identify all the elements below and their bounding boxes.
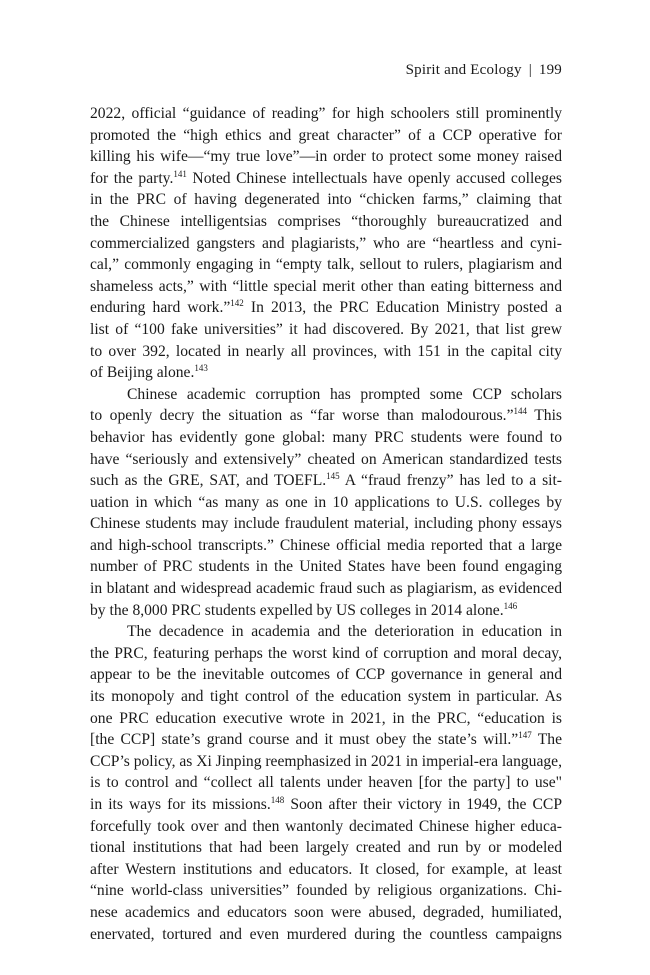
text-line <box>90 772 562 794</box>
running-header <box>406 62 562 79</box>
line-text: such as the GRE, SAT, and TOEFL. <box>90 472 327 490</box>
text-line <box>90 837 562 859</box>
line-text: its monopoly and tight control of the education system in particular. As <box>90 688 562 706</box>
text-line <box>90 880 562 902</box>
line-text: of Beijing alone. <box>90 364 195 382</box>
line-text: in the PRC of having degenerated into “chicken farms,” claiming that <box>90 191 562 209</box>
text-line <box>90 902 562 924</box>
line-text: Chinese academic corruption has prompted some CCP scholars <box>127 385 562 403</box>
line-text: number of PRC students in the United States have been found engaging <box>90 558 562 576</box>
line-text: behavior has evidently gone global: many PRC students were found to <box>90 428 562 446</box>
line-text: the PRC, featuring perhaps the worst kind of corruption and moral decay, <box>90 644 562 662</box>
text-line <box>90 621 562 643</box>
footnote-reference: 146 <box>503 600 518 611</box>
footnote-reference: 143 <box>194 363 208 374</box>
line-text-continued: The <box>531 731 562 749</box>
text-line <box>90 125 562 147</box>
line-text: shameless acts,” with “little special merit other than eating bitterness and <box>90 277 562 295</box>
text-line <box>90 211 562 233</box>
text-line <box>90 233 562 255</box>
line-text: to openly decry the situation as “far worse than malodourous.” <box>90 407 514 425</box>
text-line <box>90 924 562 946</box>
line-text: uation in which “as many as one in 10 applications to U.S. colleges by <box>90 493 562 511</box>
text-line <box>90 751 562 773</box>
footnote-reference: 142 <box>230 298 244 309</box>
text-line <box>90 146 562 168</box>
text-line <box>90 816 562 838</box>
line-text-continued: This <box>527 407 562 425</box>
footnote-reference: 141 <box>173 168 187 179</box>
line-text-continued: A “fraud frenzy” has led to a sit- <box>339 472 562 490</box>
text-line <box>90 449 562 471</box>
line-text: enduring hard work.” <box>90 299 231 317</box>
text-line <box>90 600 562 622</box>
text-line <box>90 341 562 363</box>
text-line <box>90 297 562 319</box>
text-line <box>90 405 562 427</box>
text-line <box>90 535 562 557</box>
text-line <box>90 168 562 190</box>
footnote-reference: 147 <box>518 730 532 741</box>
line-text: The decadence in academia and the deterioration in education in <box>127 623 562 641</box>
text-line <box>90 492 562 514</box>
line-text: “nine world-class universities” founded by religious organizations. Chi- <box>90 882 562 900</box>
text-line <box>90 470 562 492</box>
line-text-continued: In 2013, the PRC Education Ministry posted a <box>243 299 562 317</box>
line-text: is to control and “collect all talents under heaven [for the party] to use" <box>90 774 562 792</box>
line-text: cal,” commonly engaging in “empty talk, sellout to rulers, plagiarism and <box>90 256 562 274</box>
line-text-continued: Soon after their victory in 1949, the CCP <box>284 796 563 813</box>
line-text: by the 8,000 PRC students expelled by US colleges in 2014 alone. <box>90 601 504 619</box>
line-text: killing his wife—“my true love”—in order to protect some money raised <box>90 148 562 166</box>
line-text: promoted the “high ethics and great character” of a CCP operative for <box>90 126 562 144</box>
text-line <box>90 427 562 449</box>
line-text: in blatant and widespread academic fraud such as plagiarism, as evidenced <box>90 580 562 598</box>
footnote-reference: 144 <box>513 406 527 417</box>
text-line <box>90 556 562 578</box>
line-text: one PRC education executive wrote in 2021, in the PRC, “education is <box>90 709 562 727</box>
text-line <box>90 362 562 384</box>
section-title: Spirit and Ecology <box>405 62 522 78</box>
line-text: for the party. <box>90 169 174 187</box>
text-line <box>90 708 562 730</box>
footnote-reference: 148 <box>270 795 285 805</box>
line-text: [the CCP] state’s grand course and it must obey the state’s will.” <box>90 731 519 749</box>
line-text: after Western institutions and educators. It closed, for example, at least <box>90 860 562 878</box>
line-text: 2022, official “guidance of reading” for high schoolers still prominently <box>90 105 562 122</box>
page-number: 199 <box>538 62 562 78</box>
line-text: enervated, tortured and even murdered during the countless campaigns <box>90 925 562 943</box>
text-line <box>90 254 562 276</box>
text-line <box>90 276 562 298</box>
line-text-continued: Noted Chinese intellectuals have openly accused colleges <box>186 169 562 187</box>
header-separator: | <box>528 62 532 78</box>
text-line <box>90 686 562 708</box>
line-text: appear to be the inevitable outcomes of CCP governance in general and <box>90 666 562 684</box>
line-text: nese academics and educators soon were abused, degraded, humiliated, <box>90 903 562 921</box>
text-line <box>90 578 562 600</box>
line-text: to over 392, located in nearly all provinces, with 151 in the capital city <box>90 342 562 360</box>
line-text: commercialized gangsters and plagiarists,” who are “heartless and cyni- <box>90 234 562 252</box>
line-text: have “seriously and extensively” cheated on American standardized tests <box>90 450 562 468</box>
line-text: tional institutions that had been largely created and run by or modeled <box>90 839 562 857</box>
line-text: list of “100 fake universities” it had discovered. By 2021, that list grew <box>90 320 562 338</box>
text-line <box>90 513 562 535</box>
line-text: Chinese students may include fraudulent material, including phony essays <box>90 515 562 533</box>
text-line <box>90 103 562 125</box>
text-line <box>90 664 562 686</box>
line-text: the Chinese intelligentsias comprises “thoroughly bureaucratized and <box>90 212 562 230</box>
text-line <box>90 643 562 665</box>
body-text <box>90 103 562 945</box>
text-line <box>90 319 562 341</box>
line-text: CCP’s policy, as Xi Jinping reemphasized in 2021 in imperial-era language, <box>90 752 562 770</box>
text-line <box>90 189 562 211</box>
text-line <box>90 729 562 751</box>
text-line <box>90 384 562 406</box>
footnote-reference: 145 <box>326 471 340 482</box>
line-text: and high-school transcripts.” Chinese official media reported that a large <box>90 536 562 554</box>
text-line <box>90 794 562 816</box>
text-line <box>90 859 562 881</box>
line-text: in its ways for its missions. <box>90 796 271 813</box>
line-text: forcefully took over and then wantonly decimated Chinese higher educa- <box>90 817 562 835</box>
